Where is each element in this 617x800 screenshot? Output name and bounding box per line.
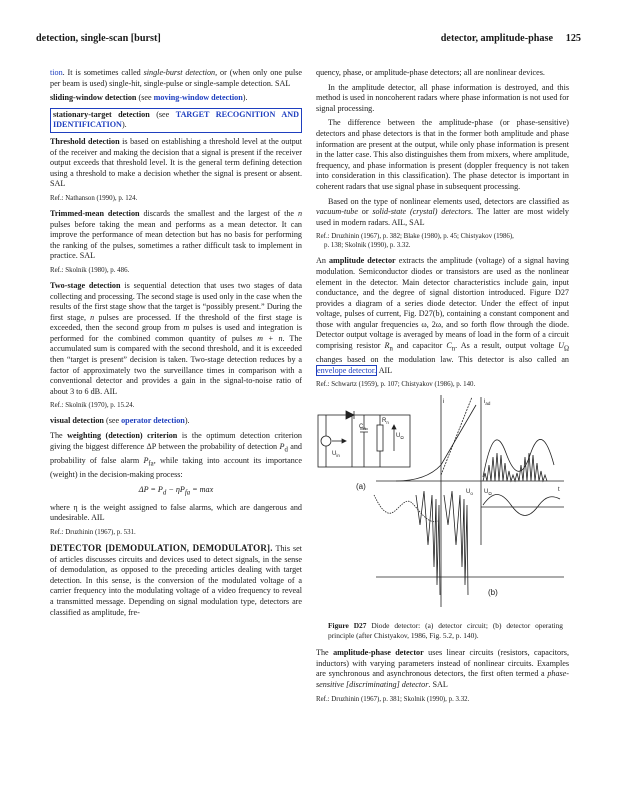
capacitor-symbol [360, 415, 368, 467]
reference-amplitude-detector: Ref.: Schwartz (1959), p. 107; Chistyakov (1986), p. 140. [316, 381, 476, 389]
paragraph-amplitude-detector-phase: In the amplitude detector, all phase information is destroyed, and this method is used in noncoherent radars where phase information is not used for signal processing. [316, 82, 569, 113]
figure-d27-drawing [316, 395, 569, 617]
left-column [50, 68, 302, 622]
paragraph-weighting-where: where η is the weight assigned to false alarms, which are dangerous and undesirable. AIL [50, 502, 302, 523]
link-detection[interactable]: tion [50, 68, 63, 77]
reference-two-stage: Ref.: Skolnik (1970), p. 15.24. [50, 402, 135, 410]
output-voltage-wave [483, 495, 560, 516]
diode-characteristic [396, 405, 476, 481]
xref-operator-detection[interactable]: operator detection [121, 416, 185, 426]
reference-trimmed-mean: Ref.: Skolnik (1980), p. 486. [50, 266, 130, 274]
current-pulses-envelope [483, 440, 554, 478]
paragraph-amplitude-phase-difference: The difference between the amplitude-phase (or phase-sensitive) detectors and phase detectors is that in the former both amplitude and phase information are present at the output, while only phase information is present in the latter case. This also distinguishes them from mixers, where amplitude, frequency, and phase information is present (doppler frequency is not taken into consideration in this classification). The phase detector is important in coherent radars that use signal phase in subsequent processing. [316, 118, 569, 191]
entry-threshold-detection: Threshold detection is based on establishing a threshold level at the output of the receiver and making the decision that a signal is present if the receiver output exceeds that threshold level. It is the general term defining detection using a threshold to make a decision whether the signal is present or absent. SAL [50, 136, 302, 189]
reference-amplitude-phase: Ref.: Druzhinin (1967), p. 381; Skolnik (1990), p. 3.32. [316, 695, 470, 703]
page-number: 125 [565, 33, 581, 44]
capacitor-label: $C_n$ [359, 424, 366, 432]
offset-voltage-label: $U_o$ [466, 489, 473, 497]
detector-circuit [318, 411, 410, 467]
entry-trimmed-mean: Trimmed-mean detection discards the smallest and the largest of the n pulses before taking the mean and performs as a mean detector. It can improve the performance of mean detection but has no basis for performing the ranking of the pulses, sometimes a rather difficult task to implement in practice. SAL [50, 208, 303, 261]
xref-target-recognition[interactable]: TARGET RECOGNITION AND IDENTIFICATION [53, 109, 299, 130]
input-envelope-upper [374, 495, 438, 522]
input-voltage-label: $U_{in}$ [332, 451, 340, 459]
resistor-symbol [377, 425, 383, 451]
header-right-term: detector, amplitude-phase [440, 33, 553, 44]
entry-stationary-target: stationary-target detection (see TARGET RECOGNITION AND IDENTIFICATION). [50, 108, 302, 133]
figure-label-a: (a) [356, 482, 366, 492]
reference-weighting: Ref.: Druzhinin (1967), p. 531. [50, 529, 136, 537]
reference-detector-types: Ref.: Druzhinin (1967), p. 382; Blake (1980), p. 45; Chistyakov (1986), p. 138; Skolnik (1990), p. 3.32. [316, 233, 514, 250]
header-left-term: detection, single-scan [burst] [36, 33, 161, 44]
entry-two-stage: Two-stage detection is sequential detection that uses two stages of data collecting and processing. The second stage is used only in the case when the results of the first stage show that the target is “possibly present.” During the first stage, n pulses are processed. If the threshold of the first stage is exceeded, then the second group from m pulses is used and integration is performed for the combined common quantity of pulses m + n. The accumulated sum is compared with the second threshold, and it is exceeded then “target is present” decision is taken. Two-stage detection reduces by a factor of approximately two the surveillance times in comparison with a conventional detector and provides a gain in the signal-to-noise ratio of about 3 to 6 dB. AIL [50, 280, 302, 396]
entry-detector: DETECTOR [DEMODULATION, DEMODULATOR]. This set of articles discusses circuits and devices used to detect signals, in the sense of demodulation, as opposed to the preceding articles dealing with target detection. In this sense, is the conversion of the modulated voltage of a carrier frequency into the modulating voltage of a video frequency to reveal a transmitted message. Depending on signal modulation type, detectors are classified as amplitude, fre- [50, 543, 303, 617]
link-envelope-detector[interactable]: envelope detector. [317, 365, 377, 375]
entry-heading-detector: DETECTOR [DEMODULATION, DEMODULATOR]. [50, 543, 273, 554]
diode-current-label: $i_{ad}$ [484, 399, 491, 407]
envelope-voltage-label: $U_\Omega$ [484, 489, 492, 497]
input-oscillation [416, 491, 440, 595]
entry-amplitude-phase-detector: The amplitude-phase detector uses linear circuits (resistors, capacitors, inductors) with varying parameters instead of nonlinear circuits. Examples are synchronous and asynchronous detectors, the first often termed a phase-sensitive [discriminating] detector. SAL [316, 648, 569, 690]
paragraph-detector-types: quency, phase, or amplitude-phase detectors; all are nonlinear devices. [316, 68, 545, 77]
entry-visual-detection: visual detection (see operator detection). [50, 416, 190, 426]
resistor-label: $R_n$ [382, 418, 389, 426]
current-pulses [483, 453, 547, 481]
figure-label-b: (b) [488, 588, 498, 598]
diode-symbol [346, 411, 354, 419]
paragraph-nonlinear-elements: Based on the type of nonlinear elements used, detectors are classified as vacuum-tube or solid-state (crystal) detectors. The latter are most widely used in modern radars. AIL, SAL [316, 196, 569, 227]
xref-moving-window-detection[interactable]: moving-window detection [153, 93, 243, 103]
right-column [316, 68, 569, 710]
tangent-line [441, 397, 472, 475]
figure-d27-caption: Figure D27 Diode detector: (a) detector circuit; (b) detector operating principle (after Chistyakov, 1986, Fig. 5.2, p. 140). [328, 621, 563, 640]
entry-amplitude-detector: An amplitude detector extracts the amplitude (voltage) of a signal having modulation. Semiconductor diodes or transistors are used as the nonlinear element in the detector. Main detector characteristics include gain, input conductance, and the degree of signal distortion introduced. Figure D27 provides a diagram of a series diode detector. Under the effect of input voltage, pulses of current, Fig. D27(b), containing a constant component and those with angular frequencies ω, 2ω, and so forth flow through the diode. Detector output voltage is averaged by means of load in the form of a circuit comprising resistor $R_n$ and capacitor $C_n$. As a result, output voltage $U_\Omega$ changes based on the modulation law. This detector is also called an envelope detector. AIL [316, 256, 569, 375]
running-header [36, 33, 581, 47]
operating-principle [374, 395, 564, 607]
output-arrow-head [392, 425, 396, 429]
figure-d27 [316, 395, 569, 617]
input-oscillation-mirror [444, 491, 468, 595]
entry-sliding-window: sliding-window detection (see moving-window detection). [50, 93, 248, 103]
source-symbol [321, 436, 331, 446]
current-axis-label: i [443, 399, 445, 406]
time-axis-label: t [558, 487, 560, 494]
paragraph-single-scan-continued: tion. It is sometimes called single-burst detection, or (when only one pulse per beam is used) single-hit, single-pulse or single-sample detection. SAL [50, 68, 302, 88]
equation-weighting: $\Delta P = P_d - \eta P_{fa} = \max$ [138, 484, 214, 497]
output-voltage-label: $U_\Omega$ [396, 433, 404, 441]
reference-threshold: Ref.: Nathanson (1990), p. 124. [50, 194, 138, 202]
input-arrow-head [342, 439, 346, 443]
entry-weighting-criterion: The weighting (detection) criterion is the optimum detection criterion giving the biggest difference ΔP between the probability of detection $P_d$ and probability of false alarm $P_{fa}$, while taking into account its importance (weight) in the decision-making process: [50, 431, 302, 480]
